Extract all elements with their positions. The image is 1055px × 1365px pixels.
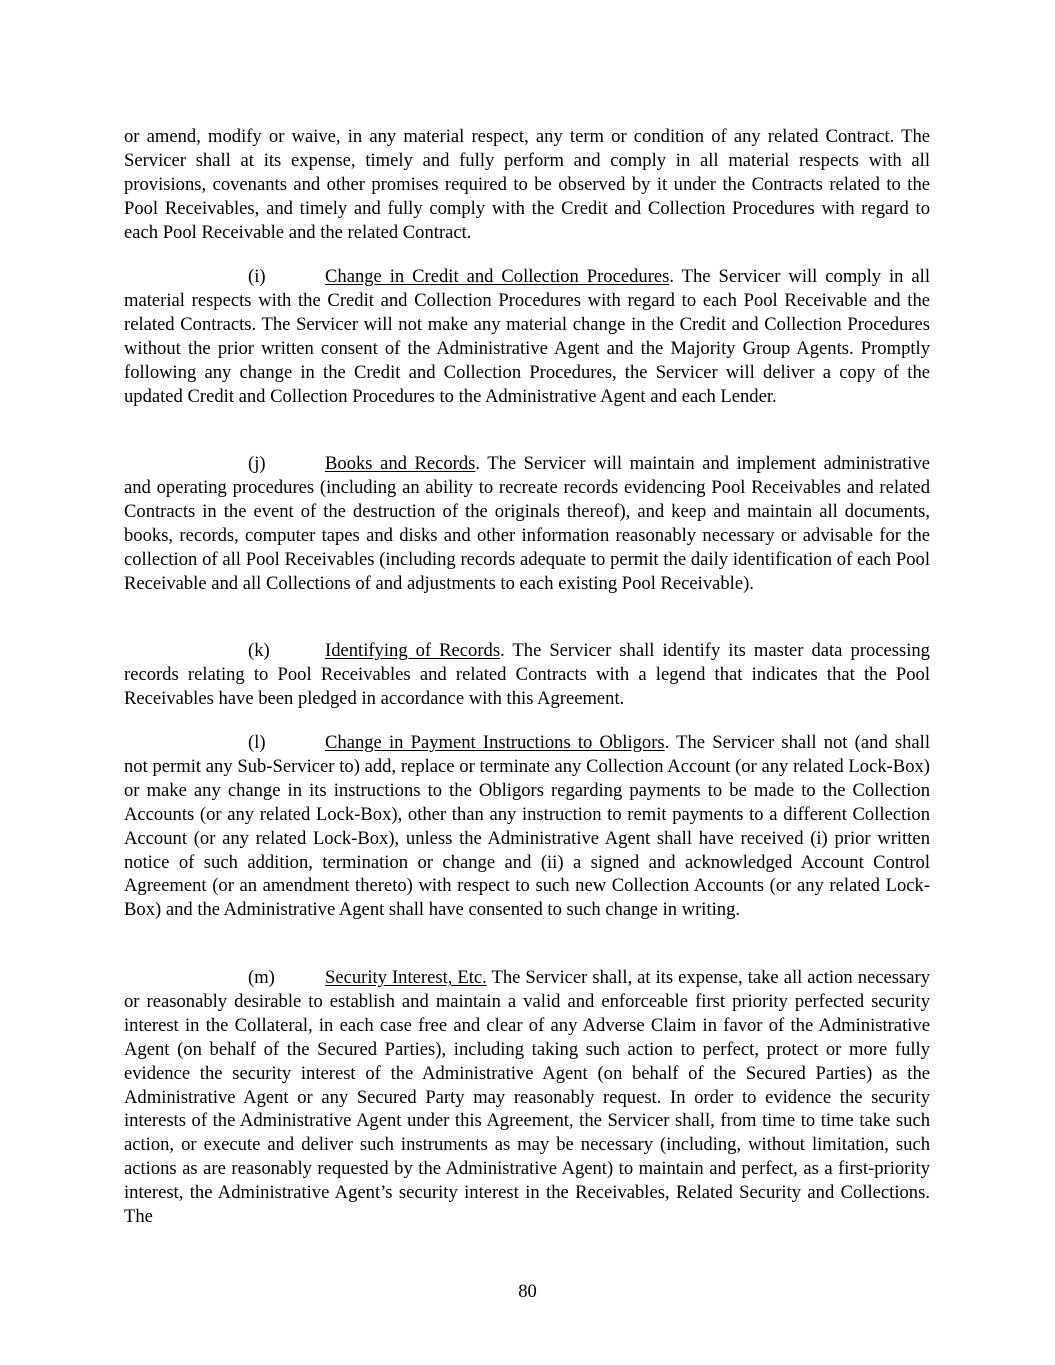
section-k-paragraph <box>124 639 930 711</box>
section-k-body: . The Servicer shall identify its master data processing records relating to Pool Receivables and related Contracts with a legend that indicates that the Pool Receivables have been pledged in accordance with this Agreement. <box>124 640 930 709</box>
section-i-body: . The Servicer will comply in all material respects with the Credit and Collection Procedures with regard to each Pool Receivable and the related Contracts. The Servicer will not make any material change in the Credit and Collection Procedures without the prior written consent of the Administrative Agent and the Majority Group Agents. Promptly following any change in the Credit and Collection Procedures, the Servicer will deliver a copy of the updated Credit and Collection Procedures to the Administrative Agent and each Lender. <box>124 266 930 407</box>
section-j-paragraph <box>124 452 930 595</box>
section-m-paragraph <box>124 966 930 1229</box>
section-j-number: (j) <box>248 453 266 474</box>
section-l-number: (l) <box>248 732 266 753</box>
intro-paragraph: or amend, modify or waive, in any material respect, any term or condition of any related Contract. The Servicer shall at its expense, timely and fully perform and comply in all material respects with all provisions, covenants and other promises required to be observed by it under the Contracts related to the Pool Receivables, and timely and fully comply with the Credit and Collection Procedures with regard to each Pool Receivable and the related Contract. <box>124 126 930 243</box>
section-k-number: (k) <box>248 640 270 661</box>
section-l-heading: Change in Payment Instructions to Obligors <box>325 732 665 753</box>
section-k-heading: Identifying of Records <box>325 640 501 661</box>
section-m-number: (m) <box>248 967 275 988</box>
section-j-heading: Books and Records <box>325 453 476 474</box>
section-i-number: (i) <box>248 266 266 287</box>
page-number: 80 <box>518 1281 537 1302</box>
section-m-body: The Servicer shall, at its expense, take all action necessary or reasonably desirable to establish and maintain a valid and enforceable first priority perfected security interest in the Collateral, in each case free and clear of any Adverse Claim in favor of the Administrative Agent (on behalf of the Secured Parties), including taking such action to perfect, protect or more fully evidence the security interest of the Administrative Agent (on behalf of the Secured Parties) as the Administrative Agent or any Secured Party may reasonably request. In order to evidence the security interests of the Administrative Agent under this Agreement, the Servicer shall, from time to time take such action, or execute and deliver such instruments as may be necessary (including, without limitation, such actions as are reasonably requested by the Administrative Agent) to maintain and perfect, as a first-priority interest, the Administrative Agent’s security interest in the Receivables, Related Security and Collections. The <box>124 967 931 1228</box>
section-l-paragraph <box>124 731 930 922</box>
section-i-heading: Change in Credit and Collection Procedures <box>325 266 670 287</box>
section-l-body: . The Servicer shall not (and shall not permit any Sub-Servicer to) add, replace or terminate any Collection Account (or any related Lock-Box) or make any change in its instructions to the Obligors regarding payments to be made to the Collection Accounts (or any related Lock-Box), other than any instruction to remit payments to a different Collection Account (or any related Lock-Box), unless the Administrative Agent shall have received (i) prior written notice of such addition, termination or change and (ii) a signed and acknowledged Account Control Agreement (or an amendment thereto) with respect to such new Collection Accounts (or any related Lock-Box) and the Administrative Agent shall have consented to such change in writing. <box>124 732 930 921</box>
section-i-paragraph <box>124 265 930 408</box>
section-j-body: . The Servicer will maintain and implement administrative and operating procedures (including an ability to recreate records evidencing Pool Receivables and related Contracts in the event of the destruction of the originals thereof), and keep and maintain all documents, books, records, computer tapes and disks and other information reasonably necessary or advisable for the collection of all Pool Receivables (including records adequate to permit the daily identification of each Pool Receivable and all Collections of and adjustments to each existing Pool Receivable). <box>124 453 930 594</box>
section-m-heading: Security Interest, Etc. <box>325 967 487 988</box>
